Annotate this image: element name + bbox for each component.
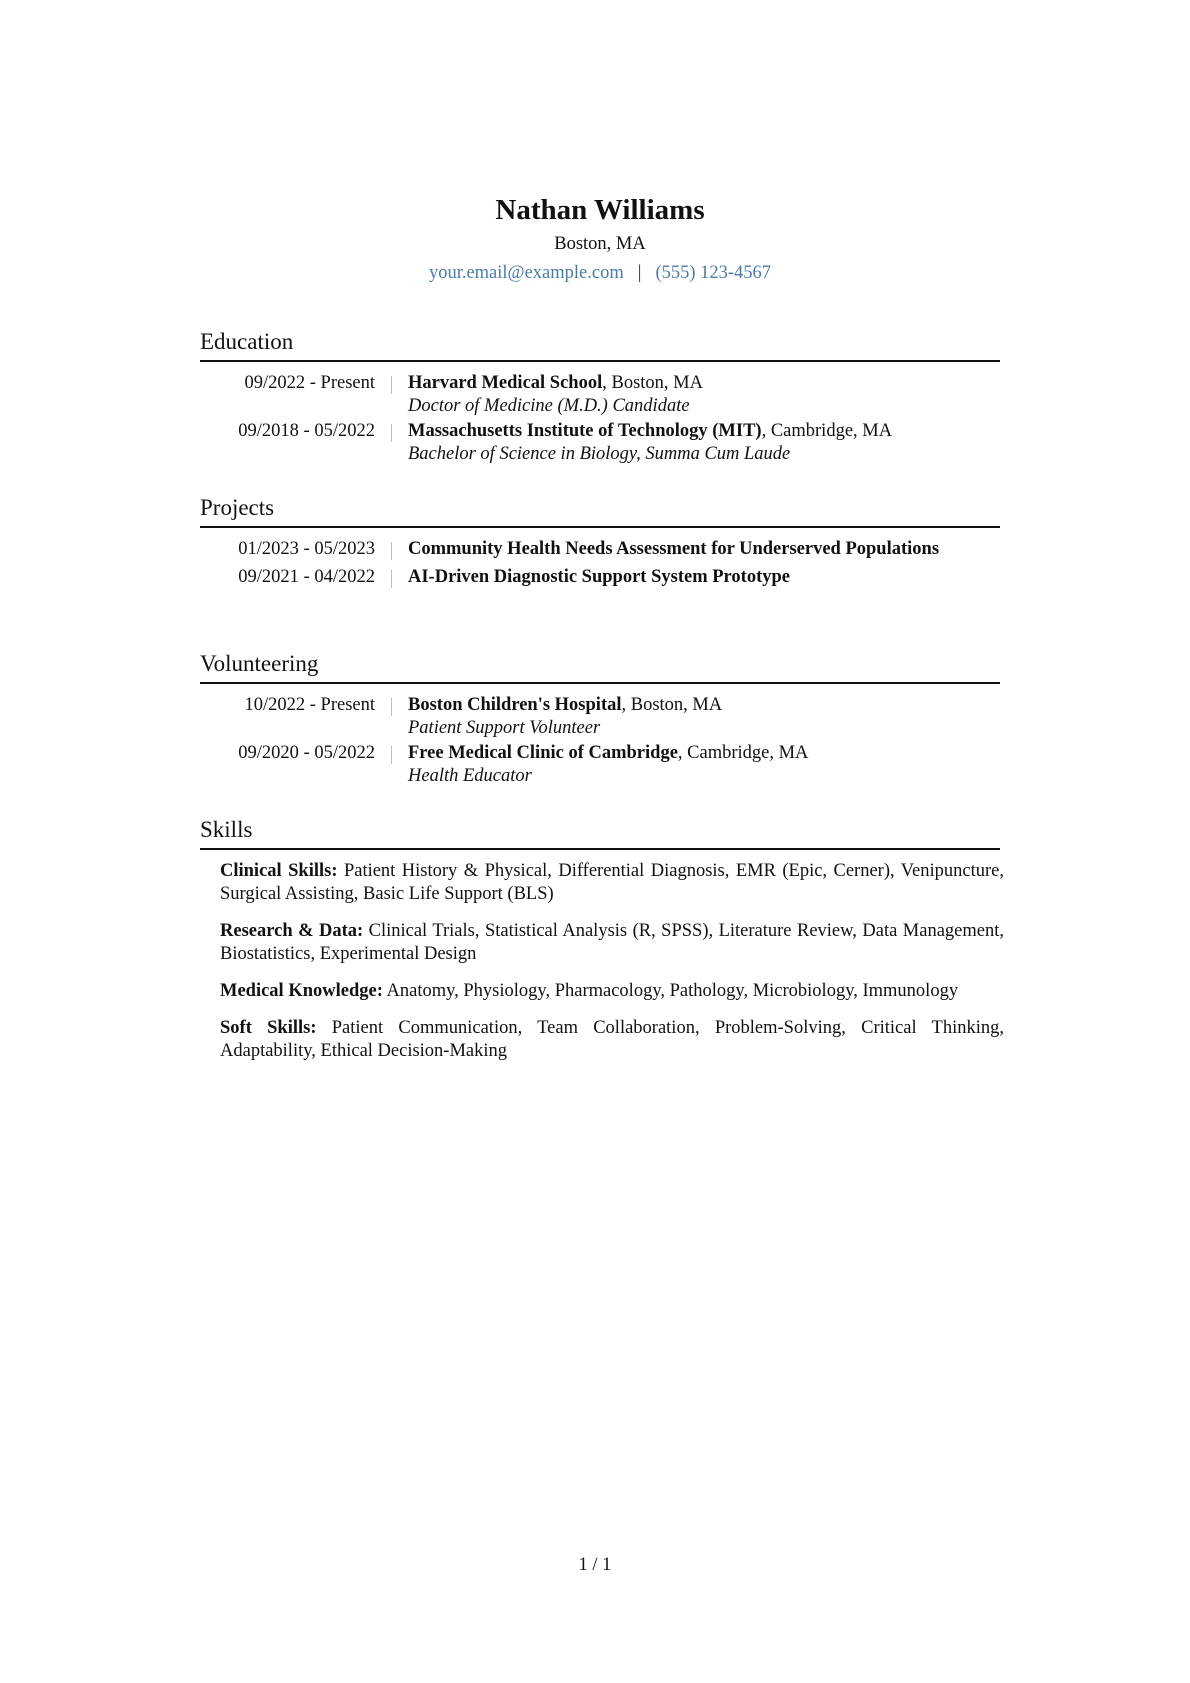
section-divider: [200, 526, 1000, 528]
section-title: Projects: [200, 495, 275, 520]
entry-divider: [391, 570, 392, 588]
education-section: [200, 328, 1000, 468]
education-entry: [200, 372, 1000, 418]
entry-place: , Cambridge, MA: [761, 421, 893, 441]
section-divider: [200, 848, 1000, 850]
volunteering-entry: [200, 694, 1000, 740]
entry-place: , Cambridge, MA: [677, 743, 809, 763]
entry-date: 09/2020 - 05/2022: [238, 743, 375, 763]
contact-line: [200, 261, 1000, 285]
entry-divider: [391, 376, 392, 394]
candidate-location: Boston, MA: [554, 234, 646, 254]
entry-place: , Boston, MA: [602, 373, 703, 393]
page-number: 1 / 1: [578, 1555, 612, 1575]
entry-detail: Health Educator: [408, 766, 532, 786]
section-divider: [200, 682, 1000, 684]
entry-date: 09/2018 - 05/2022: [238, 421, 375, 441]
skill-label: Research & Data:: [220, 921, 364, 941]
skill-text: Patient History & Physical, Differential Diagnosis, EMR (Epic, Cerner), Venipuncture, Surgical Assisting, Basic Life Support (BLS): [220, 861, 1004, 904]
skill-item: [220, 860, 1004, 906]
entry-org: Massachusetts Institute of Technology (MIT): [408, 421, 762, 441]
skill-text: Patient Communication, Team Collaboration, Problem-Solving, Critical Thinking, Adaptability, Ethical Decision-Making: [220, 1018, 1004, 1061]
entry-divider: [391, 746, 392, 764]
entry-place: , Boston, MA: [621, 695, 723, 715]
entry-date: 01/2023 - 05/2023: [238, 539, 375, 559]
entry-date: 09/2022 - Present: [244, 373, 375, 393]
entry-date: 09/2021 - 04/2022: [238, 567, 375, 587]
entry-detail: Patient Support Volunteer: [408, 718, 601, 738]
skill-label: Medical Knowledge:: [220, 981, 383, 1001]
project-name: Community Health Needs Assessment for Underserved Populations: [408, 539, 940, 559]
project-entry: [200, 566, 1000, 592]
section-title: Volunteering: [200, 651, 319, 676]
project-entry: [200, 538, 1000, 564]
volunteering-section: [200, 650, 1000, 790]
project-name: AI-Driven Diagnostic Support System Prototype: [408, 567, 790, 587]
resume-header: [200, 192, 1000, 285]
entry-org: Boston Children's Hospital: [408, 695, 622, 715]
volunteering-entry: [200, 742, 1000, 788]
email-link[interactable]: your.email@example.com: [428, 263, 624, 283]
entry-divider: [391, 542, 392, 560]
skill-item: [220, 920, 1004, 966]
contact-separator: |: [637, 263, 642, 283]
skills-section: [200, 816, 1004, 1077]
skill-item: [220, 980, 1004, 1003]
entry-divider: [391, 698, 392, 716]
section-divider: [200, 360, 1000, 362]
entry-divider: [391, 424, 392, 442]
skill-text: Clinical Trials, Statistical Analysis (R, SPSS), Literature Review, Data Management, Biostatistics, Experimental Design: [220, 921, 1004, 964]
skill-text: Anatomy, Physiology, Pharmacology, Pathology, Microbiology, Immunology: [382, 981, 959, 1001]
skill-item: [220, 1017, 1004, 1063]
entry-org: Harvard Medical School: [408, 373, 603, 393]
section-title: Education: [200, 329, 294, 354]
entry-detail: Doctor of Medicine (M.D.) Candidate: [408, 396, 690, 416]
section-title: Skills: [200, 817, 253, 842]
skill-label: Clinical Skills:: [220, 861, 338, 881]
entry-org: Free Medical Clinic of Cambridge: [408, 743, 678, 763]
phone-link[interactable]: (555) 123-4567: [655, 263, 772, 283]
candidate-name: Nathan Williams: [495, 194, 705, 226]
entry-detail: Bachelor of Science in Biology, Summa Cum Laude: [408, 444, 791, 464]
projects-section: [200, 494, 1000, 594]
skill-label: Soft Skills:: [220, 1018, 317, 1038]
entry-date: 10/2022 - Present: [244, 695, 375, 715]
education-entry: [200, 420, 1000, 466]
